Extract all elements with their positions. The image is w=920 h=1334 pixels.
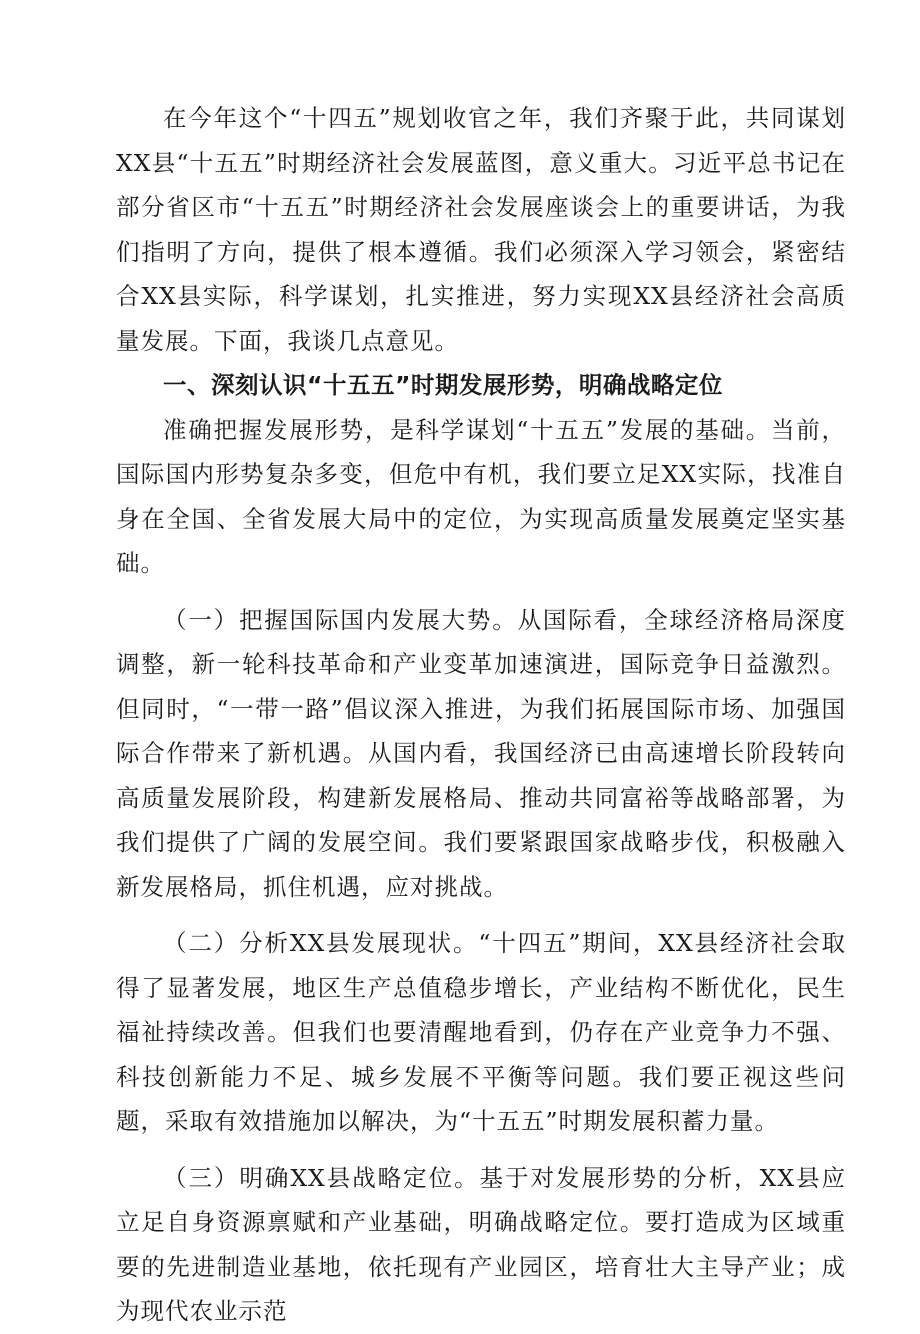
section-1-heading: 一、深刻认识“十五五”时期发展形势，明确战略定位 xyxy=(163,371,723,399)
document-page xyxy=(116,96,846,1334)
subsection-2-paragraph: （二）分析XX县发展现状。“十四五”期间，XX县经济社会取得了显著发展，地区生产总值稳步增长，产业结构不断优化，民生福祉持续改善。但我们也要清醒地看到，仍存在产业竞争力不强、科技创新能力不足、城乡发展不平衡等问题。我们要正视这些问题，采取有效措施加以解决，为“十五五”时期发展积蓄力量。 xyxy=(116,929,846,1135)
section-1-intro-paragraph: 准确把握发展形势，是科学谋划“十五五”发展的基础。当前，国际国内形势复杂多变，但危中有机，我们要立足XX实际，找准自身在全国、全省发展大局中的定位，为实现高质量发展奠定坚实基础。 xyxy=(116,415,846,577)
subsection-3-paragraph: （三）明确XX县战略定位。基于对发展形势的分析，XX县应立足自身资源禀赋和产业基础，明确战略定位。要打造成为区域重要的先进制造业基地，依托现有产业园区，培育壮大主导产业；成为现代农业示范 xyxy=(116,1163,846,1325)
intro-paragraph: 在今年这个“十四五”规划收官之年，我们齐聚于此，共同谋划XX县“十五五”时期经济社会发展蓝图，意义重大。习近平总书记在部分省区市“十五五”时期经济社会发展座谈会上的重要讲话，为我们指明了方向，提供了根本遵循。我们必须深入学习领会，紧密结合XX县实际，科学谋划，扎实推进，努力实现XX县经济社会高质量发展。下面，我谈几点意见。 xyxy=(116,104,846,355)
subsection-1-paragraph: （一）把握国际国内发展大势。从国际看，全球经济格局深度调整，新一轮科技革命和产业变革加速演进，国际竞争日益激烈。但同时，“一带一路”倡议深入推进，为我们拓展国际市场、加强国际合作带来了新机遇。从国内看，我国经济已由高速增长阶段转向高质量发展阶段，构建新发展格局、推动共同富裕等战略部署，为我们提供了广阔的发展空间。我们要紧跟国家战略步伐，积极融入新发展格局，抓住机遇，应对挑战。 xyxy=(116,605,846,901)
